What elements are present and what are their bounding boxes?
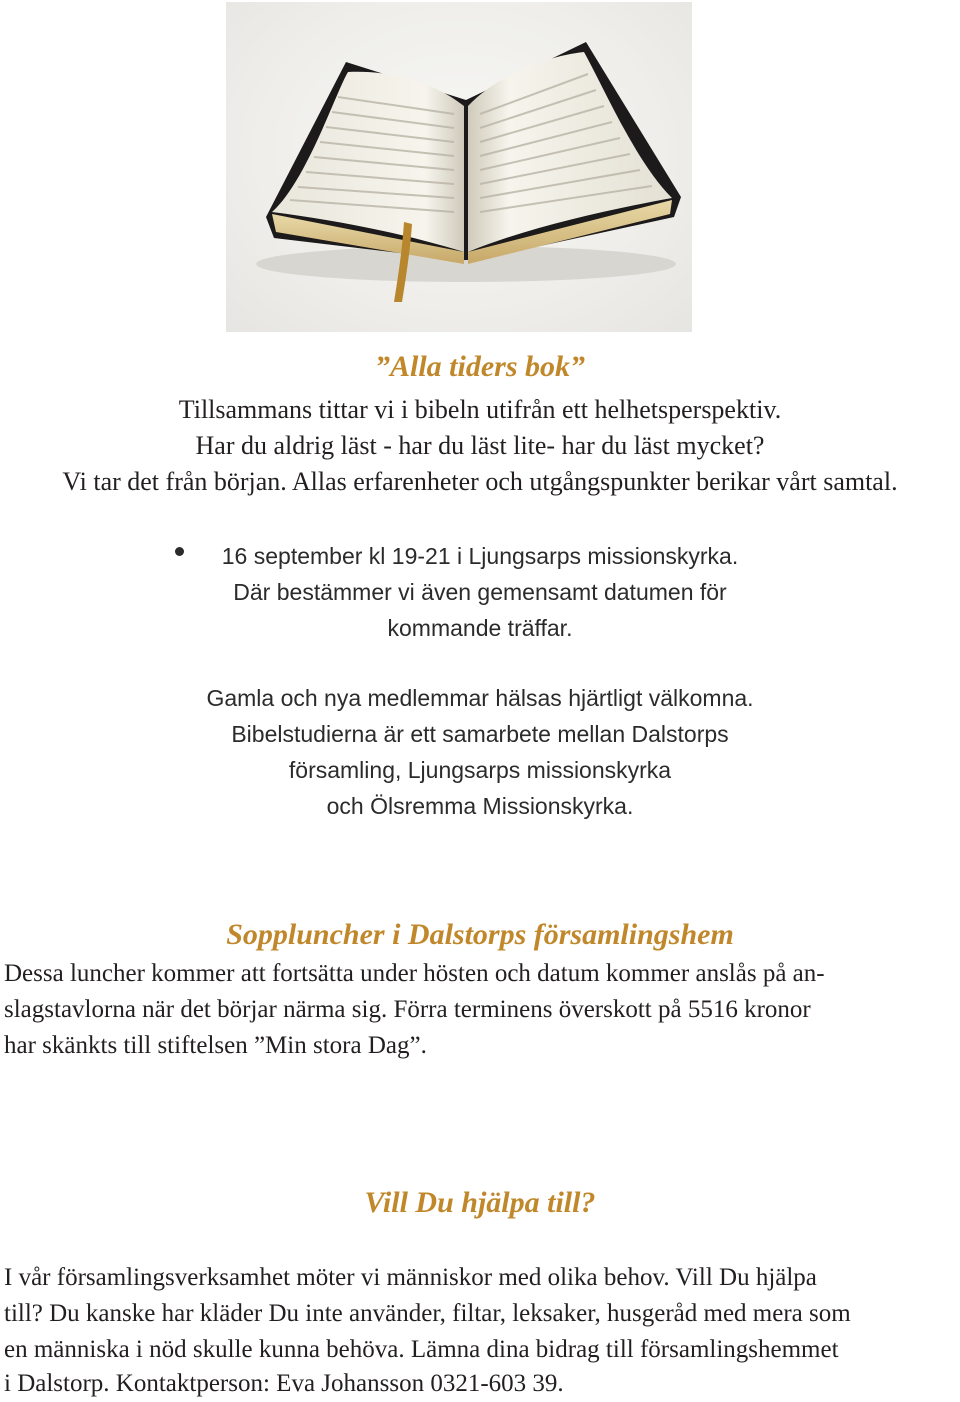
intro-line-2: Har du aldrig läst - har du läst lite- har du läst mycket?: [195, 431, 765, 460]
section3-line-3: en människa i nöd skulle kunna behöva. Lämna dina bidrag till församlingshemmet: [4, 1336, 839, 1363]
info-line-1: Gamla och nya medlemmar hälsas hjärtligt välkomna.: [206, 685, 754, 711]
info-line-3: församling, Ljungsarps missionskyrka: [288, 757, 672, 783]
intro-line-3: Vi tar det från början. Allas erfarenheter och utgångspunkter berikar vårt samtal.: [62, 467, 898, 496]
section1-title: ”Alla tiders bok”: [374, 350, 585, 383]
section2-line-3: har skänkts till stiftelsen ”Min stora Dag”.: [4, 1032, 427, 1059]
section3-line-4: i Dalstorp. Kontaktperson: Eva Johansson 0321-603 39.: [4, 1370, 564, 1397]
section3-line-1: I vår församlingsverksamhet möter vi människor med olika behov. Vill Du hjälpa: [4, 1264, 817, 1291]
info-line-2: Bibelstudierna är ett samarbete mellan Dalstorps: [231, 721, 729, 747]
info-line-4: och Ölsremma Missionskyrka.: [326, 793, 634, 819]
bullet-line-3: kommande träffar.: [387, 615, 573, 641]
open-bible-photo: [226, 2, 692, 332]
section3-title: Vill Du hjälpa till?: [364, 1186, 596, 1219]
section2-line-1: Dessa luncher kommer att fortsätta under hösten och datum kommer anslås på an-: [4, 960, 825, 987]
bullet-line-2: Där bestämmer vi även gemensamt datumen för: [233, 579, 727, 605]
section2-line-2: slagstavlorna när det börjar närma sig. Förra terminens överskott på 5516 kronor: [4, 996, 811, 1023]
section3-line-2: till? Du kanske har kläder Du inte använder, filtar, leksaker, husgeråd med mera som: [4, 1300, 851, 1327]
intro-line-1: Tillsammans tittar vi i bibeln utifrån ett helhetsperspektiv.: [178, 395, 782, 424]
section2-title: Soppluncher i Dalstorps församlingshem: [226, 918, 734, 951]
bullet-line-1: 16 september kl 19-21 i Ljungsarps missionskyrka.: [221, 543, 739, 569]
open-bible-icon: [226, 2, 692, 332]
